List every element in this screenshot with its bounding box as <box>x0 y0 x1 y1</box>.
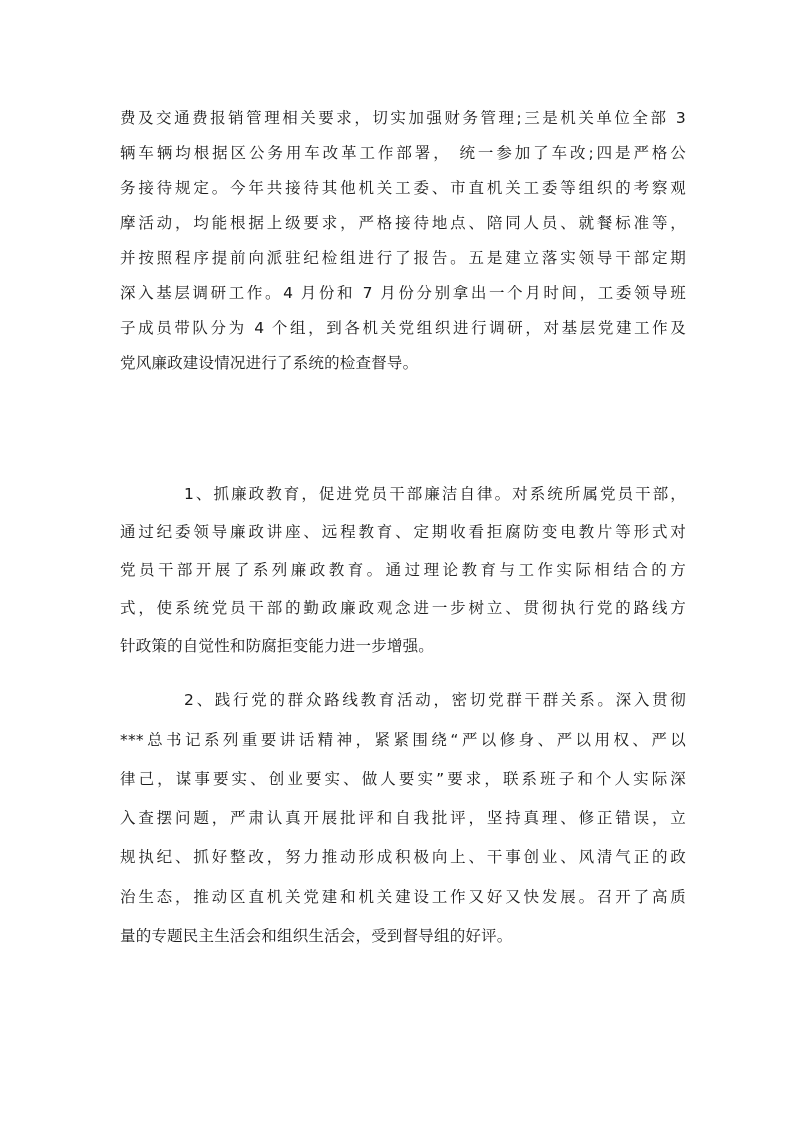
paragraph-line: 费及交通费报销管理相关要求，切实加强财务管理;三是机关单位全部 3 <box>120 109 686 127</box>
paragraph-line: 务接待规定。今年共接待其他机关工委、市直机关工委等组织的考察观 <box>120 179 686 197</box>
paragraph-line: 深入基层调研工作。4 月份和 7 月份分别拿出一个月时间，工委领导班 <box>120 284 686 302</box>
paragraph-line: 摩活动，均能根据上级要求，严格接待地点、陪同人员、就餐标准等， <box>120 214 686 232</box>
paragraph-line: 并按照程序提前向派驻纪检组进行了报告。五是建立落实领导干部定期 <box>120 249 686 267</box>
paragraph-line: 党风廉政建设情况进行了系统的检查督导。 <box>120 354 419 372</box>
paragraph-line: 治生态，推动区直机关党建和机关建设工作又好又快发展。召开了高质 <box>120 888 686 906</box>
paragraph-line: 量的专题民主生活会和组织生活会，受到督导组的好评。 <box>120 927 513 945</box>
paragraph-line: 1、抓廉政教育，促进党员干部廉洁自律。对系统所属党员干部， <box>184 485 686 503</box>
paragraph-line: 入查摆问题，严肃认真开展批评和自我批评，坚持真理、修正错误，立 <box>120 809 686 827</box>
paragraph-line: 党员干部开展了系列廉政教育。通过理论教育与工作实际相结合的方 <box>120 561 686 579</box>
paragraph-line: 针政策的自觉性和防腐拒变能力进一步增强。 <box>120 637 435 655</box>
paragraph-line: 规执纪、抓好整改，努力推动形成积极向上、干事创业、风清气正的政 <box>120 848 686 866</box>
paragraph-line: 律己，谋事要实、创业要实、做人要实”要求，联系班子和个人实际深 <box>120 770 686 788</box>
paragraph-line: 2、践行党的群众路线教育活动，密切党群干群关系。深入贯彻 <box>184 691 686 709</box>
paragraph-line: ***总书记系列重要讲话精神，紧紧围绕“严以修身、严以用权、严以 <box>120 731 686 749</box>
paragraph-line: 通过纪委领导廉政讲座、远程教育、定期收看拒腐防变电教片等形式对 <box>120 523 686 541</box>
paragraph-line: 式，使系统党员干部的勤政廉政观念进一步树立、贯彻执行党的路线方 <box>120 599 686 617</box>
paragraph-line: 子成员带队分为 4 个组，到各机关党组织进行调研，对基层党建工作及 <box>120 319 686 337</box>
paragraph-line: 辆车辆均根据区公务用车改革工作部署， 统一参加了车改;四是严格公 <box>120 144 686 162</box>
